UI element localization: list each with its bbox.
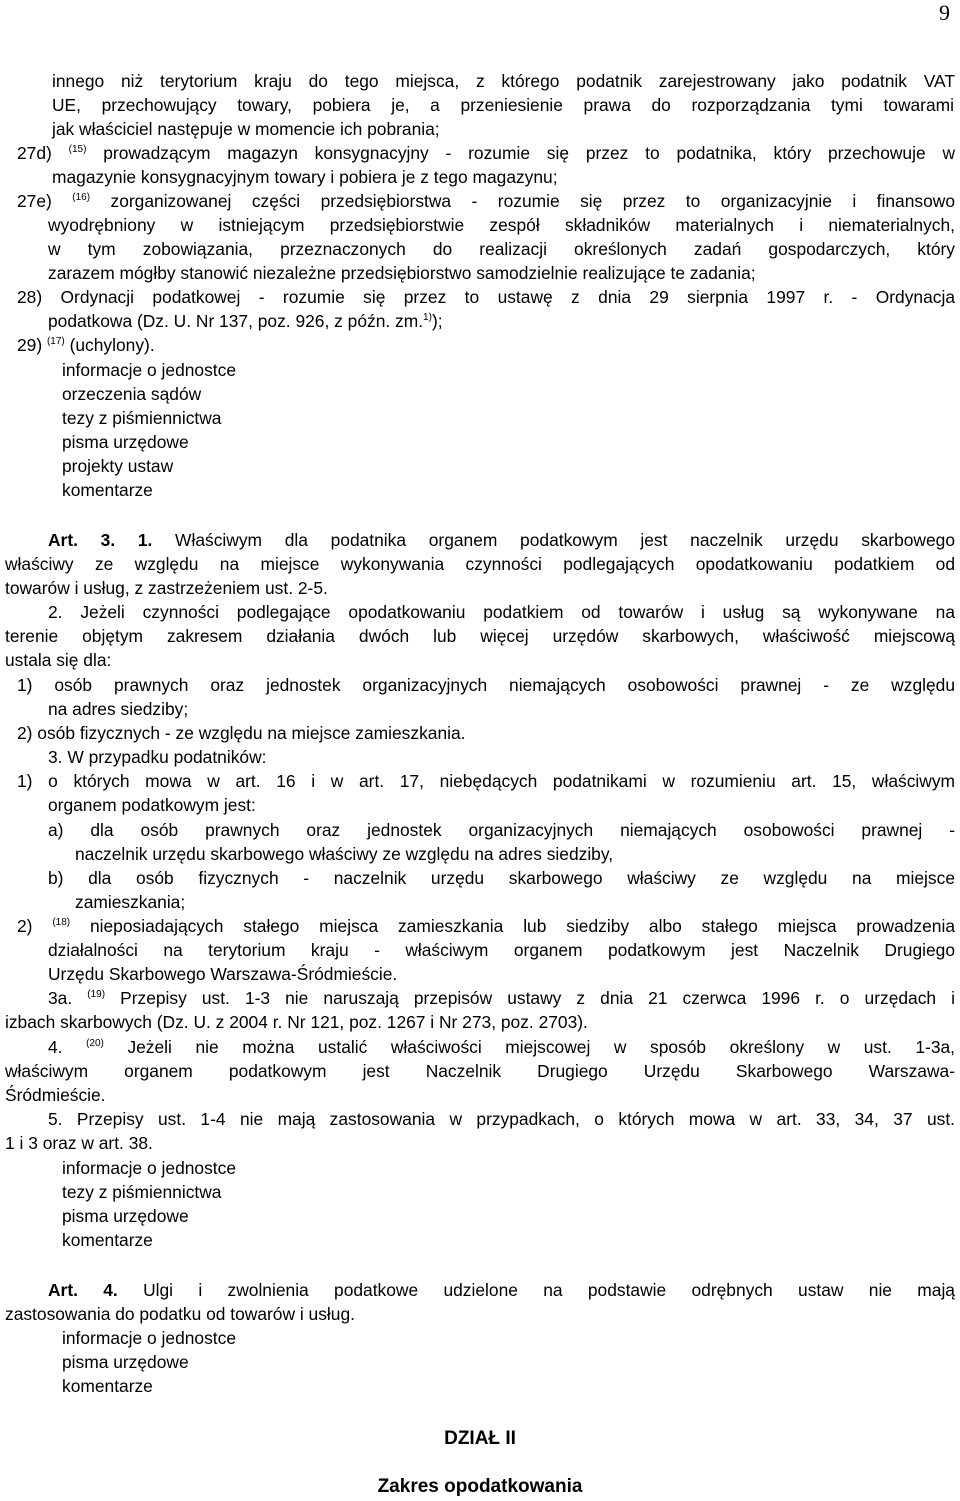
text-line: działalności na terytorium kraju - właściwym organem podatkowym jest Naczelnik Drugiego (48, 940, 955, 960)
text-line: 1) o których mowa w art. 16 i w art. 17, niebędących podatnikami w rozumieniu art. 15, właściwym (17, 771, 955, 791)
definition-29: 29) $^{(17)}$ (uchylony). (17, 335, 155, 355)
link-comments[interactable]: komentarze (62, 1230, 153, 1250)
text-line: zastosowania do podatku od towarów i usług. (5, 1304, 355, 1324)
text-line: UE, przechowujący towary, pobiera je, a przeniesienie prawa do rozporządzania tymi towarami (52, 95, 954, 115)
text-line: podatkowa (Dz. U. Nr 137, poz. 926, z późn. zm.$^{1)}$); (48, 311, 443, 331)
footnote-ref: (15) (68, 144, 87, 155)
link-company-info[interactable]: informacje o jednostce (62, 360, 236, 380)
text-line: Urzędu Skarbowego Warszawa-Śródmieście. (48, 964, 398, 984)
text-line: 2) $^{(18)}$ nieposiadających stałego miejsca zamieszkania lub siedziby albo stałego miejsca prowadzenia (17, 916, 956, 936)
text-line: 2. Jeżeli czynności podlegające opodatkowaniu podatkiem od towarów i usług są wykonywane na (48, 602, 955, 622)
text-line: naczelnik urzędu skarbowego właściwy ze względu na adres siedziby, (75, 844, 614, 864)
text-line: zarazem mógłby stanowić niezależne przedsiębiorstwo samodzielnie realizujące te zadania; (48, 263, 756, 283)
definition-27e: 27e) $^{(16)}$ zorganizowanej części przedsiębiorstwa - rozumie się przez to organizacyjnie i finansowo (17, 191, 955, 211)
text-line: izbach skarbowych (Dz. U. z 2004 r. Nr 121, poz. 1267 i Nr 273, poz. 2703). (5, 1012, 588, 1032)
link-official-letters[interactable]: pisma urzędowe (62, 1352, 189, 1372)
text-line: 2) osób fizycznych - ze względu na miejsce zamieszkania. (17, 723, 466, 743)
page-number: 9 (939, 0, 950, 25)
text-line: 1 i 3 oraz w art. 38. (5, 1133, 153, 1153)
footnote-ref: 1) (423, 312, 432, 323)
footnote-ref: (20) (86, 1038, 104, 1049)
text-line: 3. W przypadku podatników: (48, 747, 267, 767)
text-line: organem podatkowym jest: (48, 795, 256, 815)
division-heading: DZIAŁ II (444, 1428, 516, 1449)
text-line: terenie objętym zakresem działania dwóch lub więcej urzędów skarbowych, właściwość miejscową (5, 626, 955, 646)
text-line: zamieszkania; (75, 892, 186, 912)
text-line: właściwym organem podatkowym jest Naczelnik Drugiego Urzędu Skarbowego Warszawa- (5, 1061, 955, 1081)
text-line: a) dla osób prawnych oraz jednostek organizacyjnych niemających osobowości prawnej - (48, 820, 955, 840)
text-line: ustala się dla: (5, 650, 112, 670)
division-title: Zakres opodatkowania (377, 1476, 583, 1497)
link-comments[interactable]: komentarze (62, 1376, 153, 1396)
text-line: właściwy ze względu na miejsce wykonywania czynności podlegających opodatkowaniu podatkiem od (5, 554, 955, 574)
link-draft-laws[interactable]: projekty ustaw (62, 456, 174, 476)
footnote-ref: (18) (52, 917, 71, 928)
footnote-ref: (19) (87, 989, 106, 1000)
link-official-letters[interactable]: pisma urzędowe (62, 1206, 189, 1226)
article-4-heading: Art. 4. Ulgi i zwolnienia podatkowe udzielone na podstawie odrębnych ustaw nie mają (48, 1280, 955, 1300)
link-literature-theses[interactable]: tezy z piśmiennictwa (62, 1182, 222, 1202)
text-line: wyodrębniony w istniejącym przedsiębiorstwie zespół składników materialnych i niematerialnych, (48, 215, 955, 235)
text-line: w tym zobowiązania, przeznaczonych do realizacji określonych zadań gospodarczych, który (48, 239, 955, 259)
text-line: b) dla osób fizycznych - naczelnik urzędu skarbowego właściwy ze względu na miejsce (48, 868, 955, 888)
article-3-heading: Art. 3. 1. Właściwym dla podatnika organem podatkowym jest naczelnik urzędu skarbowego (48, 530, 955, 550)
text-line: 1) osób prawnych oraz jednostek organizacyjnych niemających osobowości prawnej - ze względu (17, 675, 955, 695)
definition-28: 28) Ordynacji podatkowej - rozumie się przez to ustawę z dnia 29 sierpnia 1997 r. - Ordynacja (17, 287, 955, 307)
definition-27d: 27d) $^{(15)}$ prowadzącym magazyn konsygnacyjny - rozumie się przez to podatnika, który przechowuje w (17, 143, 956, 163)
text-line: 3a. $^{(19)}$ Przepisy ust. 1-3 nie naruszają przepisów ustawy z dnia 21 czerwca 1996 r. o urzędach i (48, 988, 956, 1008)
text-line: Śródmieście. (5, 1085, 106, 1105)
text-line: 4. $^{(20)}$ Jeżeli nie można ustalić właściwości miejscowej w sposób określony w ust. 1-3a, (48, 1037, 955, 1057)
text-line: jak właściciel następuje w momencie ich pobrania; (52, 119, 440, 139)
link-official-letters[interactable]: pisma urzędowe (62, 432, 189, 452)
text-line: innego niż terytorium kraju do tego miejsca, z którego podatnik zarejestrowany jako podatnik VAT (52, 71, 955, 91)
link-company-info[interactable]: informacje o jednostce (62, 1328, 236, 1348)
text-line: towarów i usług, z zastrzeżeniem ust. 2-5. (5, 578, 328, 598)
link-comments[interactable]: komentarze (62, 480, 153, 500)
link-court-rulings[interactable]: orzeczenia sądów (62, 384, 202, 404)
link-company-info[interactable]: informacje o jednostce (62, 1158, 236, 1178)
text-line: na adres siedziby; (48, 699, 189, 719)
link-literature-theses[interactable]: tezy z piśmiennictwa (62, 408, 222, 428)
text-line: magazynie konsygnacyjnym towary i pobiera je z tego magazynu; (52, 167, 558, 187)
text-line: 5. Przepisy ust. 1-4 nie mają zastosowania w przypadkach, o których mowa w art. 33, 34, 37 ust. (48, 1109, 955, 1129)
footnote-ref: (17) (46, 336, 65, 347)
footnote-ref: (16) (72, 192, 91, 203)
